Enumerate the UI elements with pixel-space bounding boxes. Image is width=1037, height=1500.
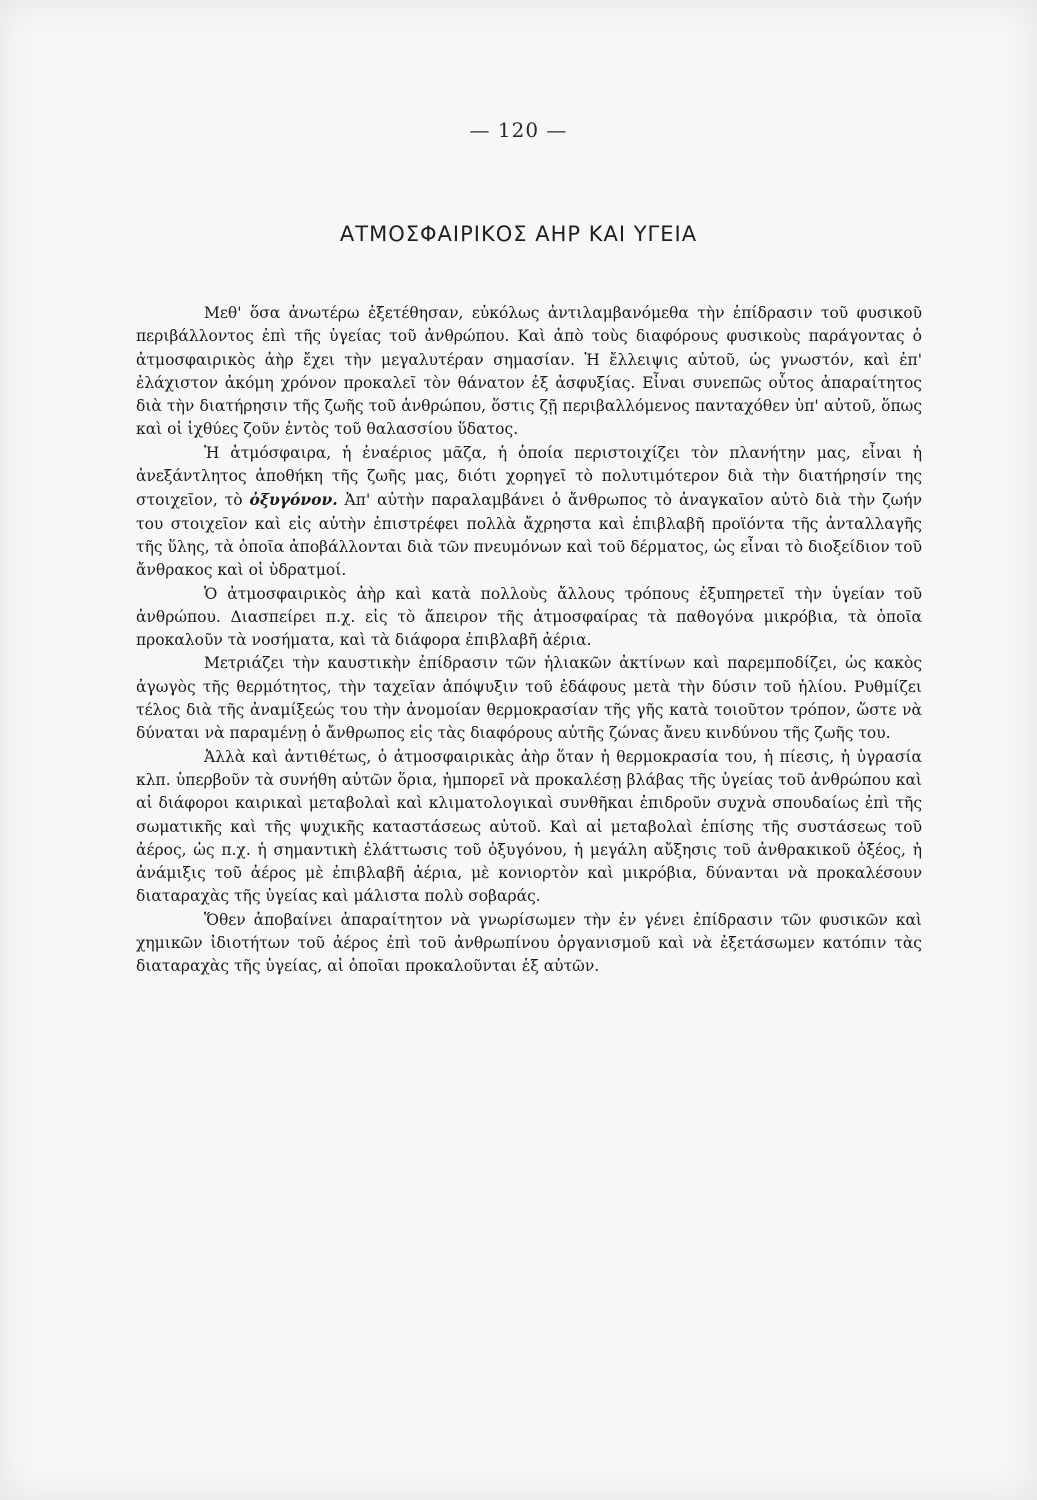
paragraph-2 [136, 442, 922, 583]
paragraph-4: Μετριάζει τὴν καυστικὴν ἐπίδρασιν τῶν ἡλιακῶν ἀκτίνων καὶ παρεμποδίζει, ὡς κακὸς ἀγωγὸς τῆς θερμότητος, τὴν ταχεῖαν ἀπόψυξιν τοῦ ἐδάφους μετὰ τὴν δύσιν τοῦ ἡλίου. Ρυθμίζει τέλος διὰ τῆς ἀναμίξεώς του τὴν ἀνομοίαν θερμοκρασίαν τῆς γῆς κατὰ τοιοῦτον τρόπον, ὥστε νὰ δύναται νὰ παραμένῃ ὁ ἄνθρωπος εἰς τὰς διαφόρους αὐτῆς ζώνας ἄνευ κινδύνου τῆς ζωῆς του. [136, 654, 922, 743]
paragraph-6: Ὅθεν ἀποβαίνει ἀπαραίτητον νὰ γνωρίσωμεν τὴν ἐν γένει ἐπίδρασιν τῶν φυσικῶν καὶ χημικῶν ἰδιοτήτων τοῦ ἀέρος ἐπὶ τοῦ ἀνθρωπίνου ὀργανισμοῦ καὶ νὰ ἐξετάσωμεν κατόπιν τὰς διαταραχὰς τῆς ὑγείας, αἱ ὁποῖαι προκαλοῦνται ἐξ αὐτῶν. [136, 910, 922, 976]
paragraph-2-part-1: Ἡ ἀτμόσφαιρα, ἡ ἐναέριος μᾶζα, ἡ ὁποία περιστοιχίζει τὸν πλανήτην μας, εἶναι ἡ ἀνεξάντλητος ἀποθήκη τῆς ζωῆς μας, διότι χορηγεῖ τὸ πολυτιμότερον διὰ τὴν διατήρησίν της στοιχεῖον, τὸ [136, 443, 922, 510]
body-text [136, 302, 922, 979]
paragraph-2-part-2: Ἀπ' αὐτὴν παραλαμβάνει ὁ ἄνθρωπος τὸ ἀναγκαῖον αὐτὸ διὰ τὴν ζωήν του στοιχεῖον καὶ εἰς αὐτὴν ἐπιστρέφει πολλὰ ἄχρηστα καὶ ἐπιβλαβῆ προϊόντα τῆς ἀνταλλαγῆς τῆς ὕλης, τὰ ὁποῖα ἀποβάλλονται διὰ τῶν πνευμόνων καὶ τοῦ δέρματος, ὡς εἶναι τὸ διοξείδιον τοῦ ἄνθρακος καὶ οἱ ὑδρατμοί. [136, 491, 922, 580]
page-number: — 120 — [469, 118, 568, 142]
paragraph-1: Μεθ' ὅσα ἀνωτέρω ἐξετέθησαν, εὐκόλως ἀντιλαμβανόμεθα τὴν ἐπίδρασιν τοῦ φυσικοῦ περιβάλλοντος ἐπὶ τῆς ὑγείας τοῦ ἀνθρώπου. Καὶ ἀπὸ τοὺς διαφόρους φυσικοὺς παράγοντας ὁ ἀτμοσφαιρικὸς ἀὴρ ἔχει τὴν μεγαλυτέραν σημασίαν. Ἡ ἔλλειψις αὐτοῦ, ὡς γνωστόν, καὶ ἐπ' ἐλάχιστον ἀκόμη χρόνον προκαλεῖ τὸν θάνατον ἐξ ἀσφυξίας. Εἶναι συνεπῶς οὗτος ἀπαραίτητος διὰ τὴν διατήρησιν τῆς ζωῆς τοῦ ἀνθρώπου, ὅστις ζῇ περιβαλλόμενος πανταχόθεν ὑπ' αὐτοῦ, ὅπως καὶ οἱ ἰχθύες ζοῦν ἐντὸς τοῦ θαλασσίου ὕδατος. [136, 304, 922, 439]
chapter-title: ΑΤΜΟΣΦΑΙΡΙΚΟΣ ΑΗΡ ΚΑΙ ΥΓΕΙΑ [339, 222, 698, 246]
oxygen-emphasis: ὀξυγόνον. [249, 490, 338, 510]
paragraph-5: Ἀλλὰ καὶ ἀντιθέτως, ὁ ἀτμοσφαιρικὰς ἀὴρ ὅταν ἡ θερμοκρασία του, ἡ πίεσις, ἡ ὑγρασία κλπ. ὑπερβοῦν τὰ συνήθη αὐτῶν ὅρια, ἠμπορεῖ νὰ προκαλέσῃ βλάβας τῆς ὑγείας τοῦ ἀνθρώπου καὶ αἱ διάφοροι καιρικαὶ μεταβολαὶ καὶ κλιματολογικαὶ συνθῆκαι ἐπιδροῦν συχνὰ σπουδαίως ἐπὶ τῆς σωματικῆς καὶ τῆς ψυχικῆς καταστάσεως αὐτοῦ. Καὶ αἱ μεταβολαὶ ἐπίσης τῆς συστάσεως τοῦ ἀέρος, ὡς π.χ. ἡ σημαντικὴ ἐλάττωσις τοῦ ὀξυγόνου, ἡ μεγάλη αὔξησις τοῦ ἀνθρακικοῦ ὀξέος, ἡ ἀνάμιξις τοῦ ἀέρος μὲ ἐπιβλαβῆ ἀέρια, μὲ κονιορτὸν καὶ μικρόβια, δύνανται νὰ προκαλέσουν διαταραχὰς τῆς ὑγείας καὶ μάλιστα πολὺ σοβαράς. [136, 747, 922, 906]
paragraph-3: Ὁ ἀτμοσφαιρικὸς ἀὴρ καὶ κατὰ πολλοὺς ἄλλους τρόπους ἐξυπηρετεῖ τὴν ὑγείαν τοῦ ἀνθρώπου. Διασπείρει π.χ. εἰς τὸ ἄπειρον τῆς ἀτμοσφαίρας τὰ παθογόνα μικρόβια, τὰ ὁποῖα προκαλοῦν τὰ νοσήματα, καὶ τὰ διάφορα ἐπιβλαβῆ ἀέρια. [136, 584, 922, 650]
